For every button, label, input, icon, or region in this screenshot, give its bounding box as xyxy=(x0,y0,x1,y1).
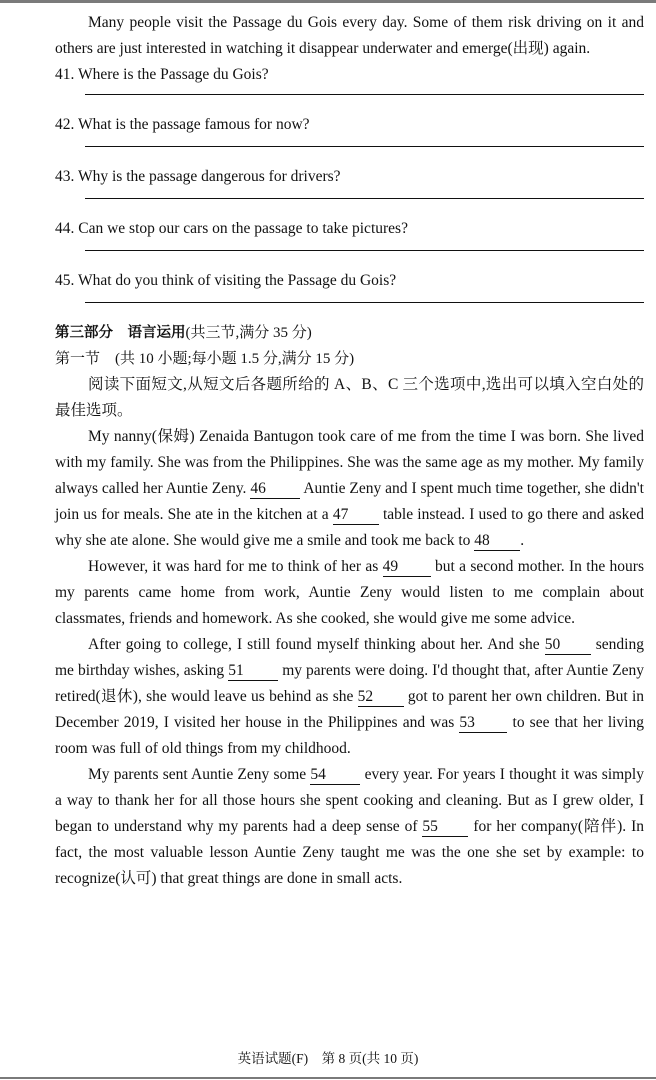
answer-line-43[interactable] xyxy=(85,198,644,199)
blank-50[interactable]: 50 xyxy=(545,636,591,655)
exam-page xyxy=(55,10,644,892)
cloze-text: table instead. I used to go there and asked why she ate alone. She would give me a smile and took me back to xyxy=(55,506,644,549)
subsection-heading: 第一节 (共 10 小题;每小题 1.5 分,满分 15 分) xyxy=(55,351,355,367)
passage-ending: Many people visit the Passage du Gois every day. Some of them risk driving on it and others are just interested in watching it disappear underwater and emerge(出现) again. xyxy=(55,14,644,57)
blank-55[interactable]: 55 xyxy=(422,818,468,837)
cloze-paragraph-4 xyxy=(55,762,644,892)
cloze-paragraph-2 xyxy=(55,554,644,632)
cloze-text: . xyxy=(520,532,525,549)
cloze-text: but a second mother. In the hours my parents came home from work, Auntie Zeny would listen to me complain about classmates, friends and homework. As she cooked, she would give me some advice. xyxy=(55,558,644,627)
question-42: 42. What is the passage famous for now? xyxy=(55,116,310,133)
section-title: 第三部分 语言运用 xyxy=(55,325,186,341)
cloze-text: Auntie Zeny and I spent much time together, she didn't join us for meals. She ate in the kitchen at a xyxy=(55,480,644,523)
page-footer: 英语试题(F) 第 8 页(共 10 页) xyxy=(237,1051,419,1066)
answer-line-44[interactable] xyxy=(85,250,644,251)
blank-54[interactable]: 54 xyxy=(310,766,360,785)
blank-49[interactable]: 49 xyxy=(383,558,431,577)
blank-51[interactable]: 51 xyxy=(228,662,278,681)
answer-line-41[interactable] xyxy=(85,94,644,95)
instructions: 阅读下面短文,从短文后各题所给的 A、B、C 三个选项中,选出可以填入空白处的最佳选项。 xyxy=(55,376,644,419)
cloze-text: My parents sent Auntie Zeny some xyxy=(88,766,311,783)
cloze-text: got to parent her own children. But in December 2019, I visited her house in the Philippines and was xyxy=(55,688,645,731)
blank-46[interactable]: 46 xyxy=(250,480,300,499)
cloze-text: After going to college, I still found myself thinking about her. And she xyxy=(88,636,545,653)
question-43: 43. Why is the passage dangerous for drivers? xyxy=(55,168,341,185)
cloze-text: sending me birthday wishes, asking xyxy=(55,636,644,679)
cloze-text: However, it was hard for me to think of her as xyxy=(88,558,383,575)
blank-53[interactable]: 53 xyxy=(459,714,507,733)
cloze-text: every year. For years I thought it was simply a way to thank her for all those hours she spent cooking and cleaning. But as I grew older, I began to understand why my parents had a deep sense of xyxy=(55,766,644,835)
cloze-paragraph-1 xyxy=(55,424,644,554)
question-44: 44. Can we stop our cars on the passage to take pictures? xyxy=(55,220,408,237)
cloze-text: to see that her living room was full of old things from my childhood. xyxy=(55,714,644,757)
bottom-border xyxy=(0,1077,656,1079)
cloze-text: my parents were doing. I'd thought that, after Auntie Zeny retired(退休), she would leave us behind as she xyxy=(55,662,644,705)
blank-47[interactable]: 47 xyxy=(333,506,379,525)
cloze-text: My nanny(保姆) Zenaida Bantugon took care of me from the time I was born. She lived with my family. She was from the Philippines. She was the same age as my mother. My family always called her Auntie Zeny. xyxy=(55,428,644,497)
section-title-note: (共三节,满分 35 分) xyxy=(185,325,312,341)
question-41: 41. Where is the Passage du Gois? xyxy=(55,66,269,83)
cloze-text: for her company(陪伴). In fact, the most valuable lesson Auntie Zeny taught me was the one she set by example: to recognize(认可) that great things are done in small acts. xyxy=(55,818,644,887)
answer-line-45[interactable] xyxy=(85,302,644,303)
section-heading xyxy=(55,320,644,346)
top-border xyxy=(0,0,656,3)
question-45: 45. What do you think of visiting the Passage du Gois? xyxy=(55,272,397,289)
blank-48[interactable]: 48 xyxy=(474,532,520,551)
cloze-paragraph-3 xyxy=(55,632,644,762)
blank-52[interactable]: 52 xyxy=(358,688,404,707)
answer-line-42[interactable] xyxy=(85,146,644,147)
